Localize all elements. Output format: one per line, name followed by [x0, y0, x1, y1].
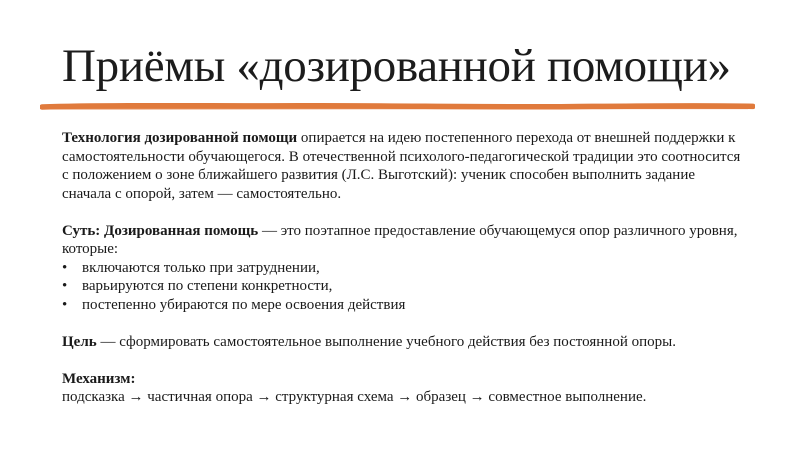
paragraph-essence [62, 222, 742, 259]
slide-body [62, 129, 742, 407]
essence-bullet-list [62, 259, 742, 315]
title-underline [40, 101, 755, 113]
paragraph-mechanism-chain [62, 388, 742, 407]
bullet-icon: • [62, 296, 68, 313]
spacer [62, 351, 742, 370]
title-underline-stroke [42, 106, 753, 107]
list-item [62, 259, 742, 278]
spacer [62, 314, 742, 333]
slide-title: Приёмы «дозированной помощи» [62, 40, 731, 92]
goal-text: — сформировать самостоятельное выполнение учебного действия без постоянной опоры. [96, 333, 676, 350]
mechanism-text: подсказка → частичная опора → структурная схема → образец → совместное выполнение. [62, 389, 647, 405]
paragraph-mechanism-heading [62, 370, 742, 389]
list-item-text: постепенно убираются по мере освоения действия [82, 296, 406, 313]
essence-text: — это поэтапное предоставление обучающемуся опор различного уровня, которые: [62, 222, 738, 257]
list-item [62, 296, 742, 315]
bullet-icon: • [62, 259, 68, 276]
paragraph-goal [62, 333, 742, 352]
title-underline-stroke-thin [46, 108, 748, 109]
list-item [62, 277, 742, 296]
list-item-text: варьируются по степени конкретности, [82, 278, 333, 294]
essence-term: Суть: Дозированная помощь [62, 222, 259, 239]
goal-term: Цель [62, 333, 97, 350]
bullet-icon: • [62, 278, 68, 294]
list-item-text: включаются только при затруднении, [82, 259, 320, 276]
mechanism-term: Механизм: [62, 370, 136, 387]
technology-text: опирается на идею постепенного перехода от внешней поддержки к самостоятельности обучающегося. В отечественной психолого-педагогической традиции это соотносится с положением о зоне ближайшего развития (Л.С. Выготский): ученик способен выполнить задание сначала с опорой, затем — самостоятельно. [62, 130, 741, 202]
paragraph-technology [62, 129, 742, 203]
technology-term: Технология дозированной помощи [62, 130, 298, 146]
spacer [62, 203, 742, 222]
